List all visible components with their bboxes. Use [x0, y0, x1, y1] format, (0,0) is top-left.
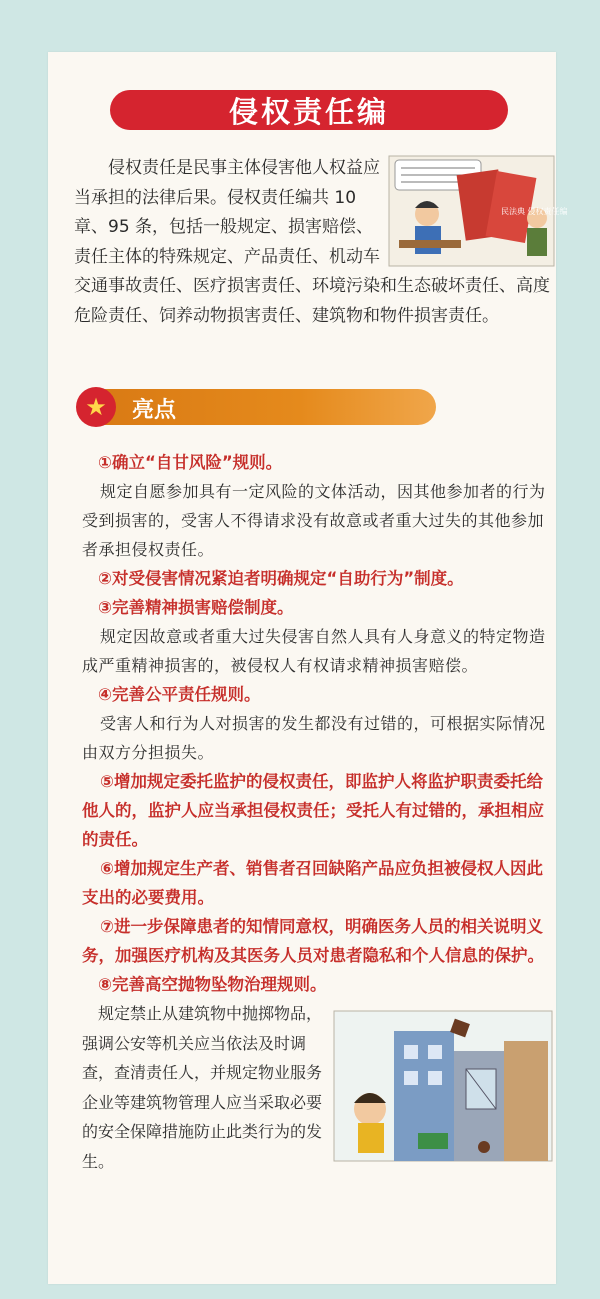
highlights-label: 亮点 [132, 398, 177, 423]
item-heading: ①确立“自甘风险”规则。 [98, 453, 283, 472]
item-body: 规定禁止从建筑物中抛掷物品，强调公安等机关应当依法及时调查，查清责任人，并规定物业服务企业等建筑物管理人应当采取必要的安全保障措施防止此类行为的发生。 [82, 1004, 323, 1171]
highlights-content [82, 448, 552, 1176]
title-banner [110, 90, 508, 130]
item-heading: ②对受侵害情况紧迫者明确规定“自助行为”制度。 [98, 569, 464, 588]
intro-paragraph: 侵权责任是民事主体侵害他人权益应当承担的法律后果。侵权责任编共 10 章、95 条，包括一般规定、损害赔偿、责任主体的特殊规定、产品责任、机动车交通事故责任、医疗损害责任、环境污染和生态破坏责任、高度危险责任、饲养动物损害责任、建筑物和物件损害责任。 [74, 158, 550, 326]
item-body: 规定因故意或者重大过失侵害自然人具有人身意义的特定物造成严重精神损害的，被侵权人有权请求精神损害赔偿。 [82, 627, 546, 675]
falling-object-illustration [334, 1011, 552, 1161]
highlights-header [76, 387, 436, 427]
item-heading: ⑤增加规定委托监护的侵权责任，即监护人将监护职责委托给他人的，监护人应当承担侵权责任；受托人有过错的，承担相应的责任。 [82, 772, 544, 849]
intro-section [74, 154, 568, 331]
item-heading: ⑧完善高空抛物坠物治理规则。 [98, 975, 327, 994]
intro-illustration [389, 156, 568, 266]
item-body: 规定自愿参加具有一定风险的文体活动，因其他参加者的行为受到损害的，受害人不得请求没有故意或者重大过失的其他参加者承担侵权责任。 [82, 482, 546, 559]
item-heading: ⑥增加规定生产者、销售者召回缺陷产品应负担被侵权人因此支出的必要费用。 [82, 859, 543, 907]
item-body-last [82, 999, 552, 1176]
item-heading: ③完善精神损害赔偿制度。 [98, 598, 294, 617]
star-icon: ★ [76, 387, 116, 427]
item-heading: ⑦进一步保障患者的知情同意权，明确医务人员的相关说明义务，加强医疗机构及其医务人员对患者隐私和个人信息的保护。 [82, 917, 544, 965]
item-heading: ④完善公平责任规则。 [98, 685, 261, 704]
page-title: 侵权责任编 [228, 94, 389, 129]
book-label: 民法典 侵权责任编 [501, 207, 568, 216]
item-body: 受害人和行为人对损害的发生都没有过错的，可根据实际情况由双方分担损失。 [82, 714, 546, 762]
